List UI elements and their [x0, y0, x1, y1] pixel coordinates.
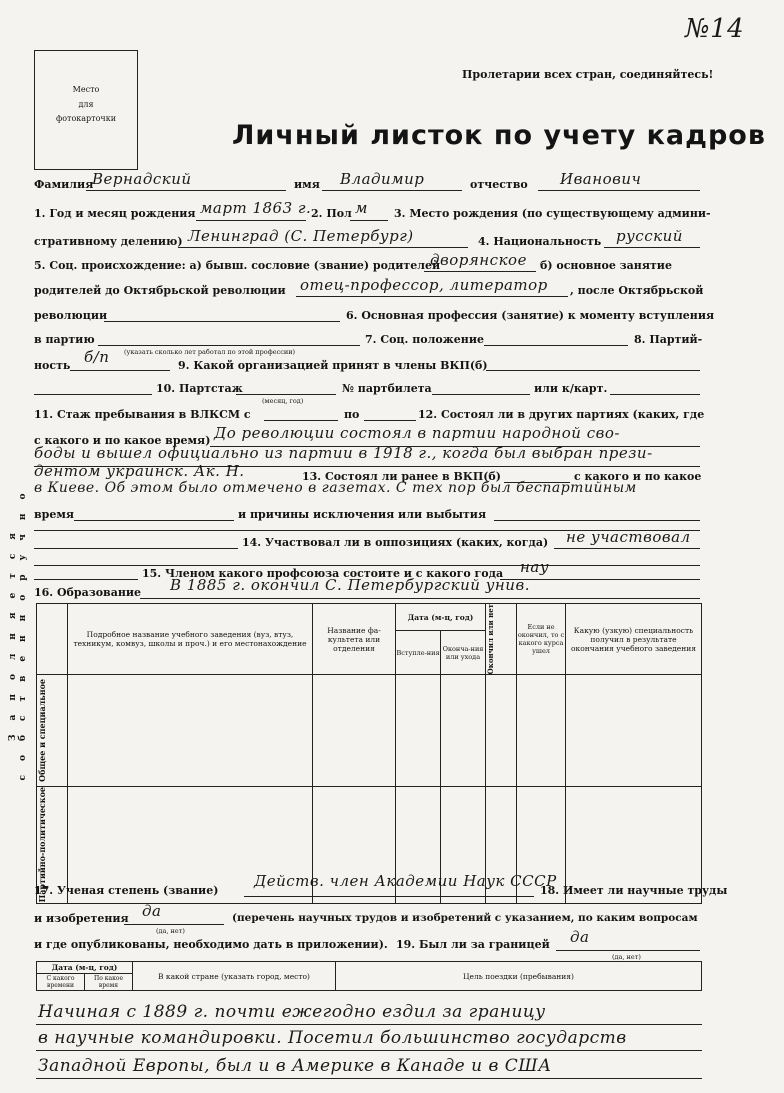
profession-label: 6. Основная профессия (занятие) к моменту вступления — [346, 309, 715, 322]
edu-header-specialty: Какую (узкую) специальность получил в результате окончания учебного заведения — [566, 604, 702, 675]
edu-header-date: Дата (м-ц, год) — [396, 604, 486, 631]
surname-label: Фамилия — [34, 178, 94, 191]
sex-value: м — [355, 199, 368, 217]
photo-box-line2: для — [78, 100, 94, 109]
surname-line — [86, 190, 286, 191]
parents-line — [296, 296, 568, 297]
origin-label: 5. Соц. происхождение: а) бывш. сословие (звание) родителей — [34, 259, 441, 272]
candidate-card-line — [610, 394, 700, 395]
trips-rule-3 — [36, 1078, 702, 1079]
abroad-line — [556, 950, 700, 951]
sex-label: 2. Пол — [311, 207, 352, 220]
vlksm-to-label: по — [344, 408, 360, 421]
trips-line-1: Начиная с 1889 г. почти ежегодно ездил за границу — [38, 1002, 546, 1022]
social-position-label: 7. Соц. положение — [365, 333, 484, 346]
other-parties-value-3: дентом украинск. Ак. Н. — [34, 462, 245, 480]
party-card-line — [432, 394, 530, 395]
edu-cell — [313, 675, 396, 787]
after-revolution-label: , после Октябрьской — [570, 284, 704, 297]
edu-corner-cell — [37, 604, 68, 675]
candidate-card-label: или к/карт. — [534, 382, 608, 395]
trips-line-2: в научные командировки. Посетил большинство государств — [38, 1028, 627, 1048]
degree-line — [244, 896, 534, 897]
revolution-label: революции — [34, 309, 108, 322]
parents-occupation-label: б) основное занятие — [540, 259, 672, 272]
admin-division-label: стративному делению) — [34, 235, 183, 248]
surname-value: Вернадский — [92, 170, 192, 188]
party-card-label: № партбилета — [342, 382, 432, 395]
edu-header-faculty: Название фа-культета или отделения — [313, 604, 396, 675]
degree-value: Действ. член Академии Наук СССР — [254, 872, 557, 890]
party-entry-label: в партию — [34, 333, 95, 346]
vlksm-label: 11. Стаж пребывания в ВЛКСМ с — [34, 408, 251, 421]
photo-box — [34, 50, 138, 170]
origin-line — [424, 271, 536, 272]
abroad-label: 19. Был ли за границей — [396, 938, 550, 951]
slogan: Пролетарии всех стран, соединяйтесь! — [462, 68, 714, 81]
vlksm-from-line — [264, 420, 338, 421]
works-list-label: (перечень научных трудов и изобретений с указанием, по каким вопросам — [232, 912, 698, 924]
party-entry-line — [98, 345, 360, 346]
edu-header-entry: Вступле-ния — [396, 631, 441, 675]
opposition-label: 14. Участвовал ли в оппозициях (каких, когда) — [242, 536, 549, 549]
nationality-label: 4. Национальность — [478, 235, 602, 248]
patronymic-label: отчество — [470, 178, 528, 191]
vkpb-time-label: время — [34, 508, 75, 521]
vkpb-time-line — [74, 520, 234, 521]
education-label: 16. Образование — [34, 586, 142, 599]
inventions-line — [124, 924, 224, 925]
margin-vertical-text — [8, 200, 28, 1060]
patronymic-line — [538, 190, 700, 191]
trips-rule-1 — [36, 1024, 702, 1025]
exclusion-reason-line — [494, 520, 700, 521]
trips-rule-2 — [36, 1050, 702, 1051]
row8-lead-line — [34, 394, 152, 395]
birth-label: 1. Год и месяц рождения — [34, 207, 196, 220]
trips-line-3: Западной Европы, был и в Америке в Канаде и в США — [38, 1056, 552, 1076]
trips-header-from: С какого времени — [37, 974, 85, 991]
parents-before-label: родителей до Октябрьской революции — [34, 284, 286, 297]
opposition-value: не участвовал — [566, 528, 691, 546]
form-title: Личный листок по учету кадров — [232, 120, 766, 151]
opposition-line — [554, 548, 700, 549]
trips-header-to: По какое время — [85, 974, 133, 991]
edu-cell — [441, 675, 486, 787]
education-table — [36, 603, 702, 904]
trade-union-line — [500, 579, 700, 580]
party-affiliation-label: 8. Партий- — [634, 333, 703, 346]
publication-label: и где опубликованы, необходимо дать в приложении). — [34, 938, 388, 951]
margin-text: Заполняется собственноручно — [8, 479, 28, 781]
edu-cell — [517, 675, 566, 787]
party-entry-note: (указать сколько лет работал по этой профессии) — [124, 348, 296, 356]
party-affiliation-value: б/п — [84, 348, 110, 366]
inventions-value: да — [142, 902, 162, 920]
edu-cell — [566, 675, 702, 787]
party-affiliation-cont-label: ность — [34, 359, 71, 372]
inventions-label: и изобретения — [34, 912, 129, 925]
row14-bottom-line — [34, 565, 700, 566]
nationality-line — [604, 247, 700, 248]
party-affiliation-line — [70, 370, 170, 371]
vlksm-to-line — [364, 420, 416, 421]
edu-header-institution: Подробное название учебного заведения (вуз, втуз, техникум, комвуз, школы и проч.) и его местонахождение — [68, 604, 313, 675]
edu-section1-label: Общее и специальное — [37, 679, 47, 783]
organization-label: 9. Какой организацией принят в члены ВКП(б) — [178, 359, 488, 372]
edu-cell — [396, 675, 441, 787]
abroad-value: да — [570, 928, 590, 946]
name-line — [322, 190, 462, 191]
organization-line — [486, 370, 700, 371]
origin-value: дворянское — [430, 251, 527, 269]
photo-box-line3: фотокарточки — [55, 114, 117, 123]
scientific-works-label: 18. Имеет ли научные труды — [540, 884, 728, 897]
row15-lead-line — [34, 579, 138, 580]
exclusion-reason-label: и причины исключения или выбытия — [238, 508, 487, 521]
other-parties-value-4: в Киеве. Об этом было отмечено в газетах. С тех пор был беспартийным — [34, 480, 637, 496]
vkpb-since-label: с какого и по какое — [574, 470, 702, 483]
degree-label: 17. Ученая степень (звание) — [34, 884, 219, 897]
birth-line — [196, 220, 306, 221]
edu-cell — [486, 675, 517, 787]
party-tenure-label: 10. Партстаж — [156, 382, 243, 395]
edu-header-exit: Оконча-ния или ухода — [441, 631, 486, 675]
edu-section1-cell — [37, 675, 68, 787]
education-line — [140, 598, 700, 599]
other-parties-label: 12. Состоял ли в других партиях (каких, где — [418, 408, 705, 421]
abroad-note: (да, нет) — [612, 953, 641, 961]
sex-line — [350, 220, 388, 221]
other-parties-value-1: До революции состоял в партии народной сво- — [214, 424, 620, 442]
edu-header-finished-text: Окончил или нет — [486, 604, 495, 675]
other-parties-period-label: с какого и по какое время) — [34, 434, 211, 447]
edu-section2-label: Партийно-политическое — [37, 787, 47, 903]
birthplace-line — [178, 247, 468, 248]
edu-cell — [68, 675, 313, 787]
patronymic-value: Иванович — [560, 170, 642, 188]
birth-value: март 1863 г. — [200, 199, 312, 217]
name-value: Владимир — [340, 170, 425, 188]
other-parties-value-2: боды и вышел официально из партии в 1918 г., когда был выбран прези- — [34, 444, 653, 462]
trips-header-purpose: Цель поездки (пребывания) — [336, 962, 702, 991]
birthplace-label: 3. Место рождения (по существующему админи- — [394, 207, 711, 220]
social-position-line — [484, 345, 628, 346]
edu-header-not-finished: Если не окончил, то с какого курса ушел — [517, 604, 566, 675]
party-tenure-line — [236, 394, 336, 395]
parents-value: отец-профессор, литератор — [300, 276, 548, 294]
row14-lead-line — [34, 548, 238, 549]
trips-header-date: Дата (м-ц, год) — [37, 962, 133, 974]
trips-table — [36, 961, 702, 991]
trips-header-country: В какой стране (указать город, место) — [133, 962, 336, 991]
vkpb-before-label: 13. Состоял ли ранее в ВКП(б) — [302, 470, 501, 483]
nationality-value: русский — [616, 227, 683, 245]
revolution-line — [104, 321, 340, 322]
education-value: В 1885 г. окончил С. Петербургский унив. — [170, 576, 530, 594]
trade-union-value: нау — [520, 558, 550, 576]
corner-number: №14 — [685, 14, 745, 44]
birthplace-value: Ленинград (С. Петербург) — [188, 227, 414, 245]
trade-union-label: 15. Членом какого профсоюза состоите и с какого года — [142, 567, 504, 580]
edu-header-finished — [486, 604, 517, 675]
name-label: имя — [294, 178, 320, 191]
inventions-note: (да, нет) — [156, 927, 185, 935]
party-tenure-note: (месяц, год) — [262, 397, 304, 405]
photo-box-line1: Место — [72, 85, 100, 94]
